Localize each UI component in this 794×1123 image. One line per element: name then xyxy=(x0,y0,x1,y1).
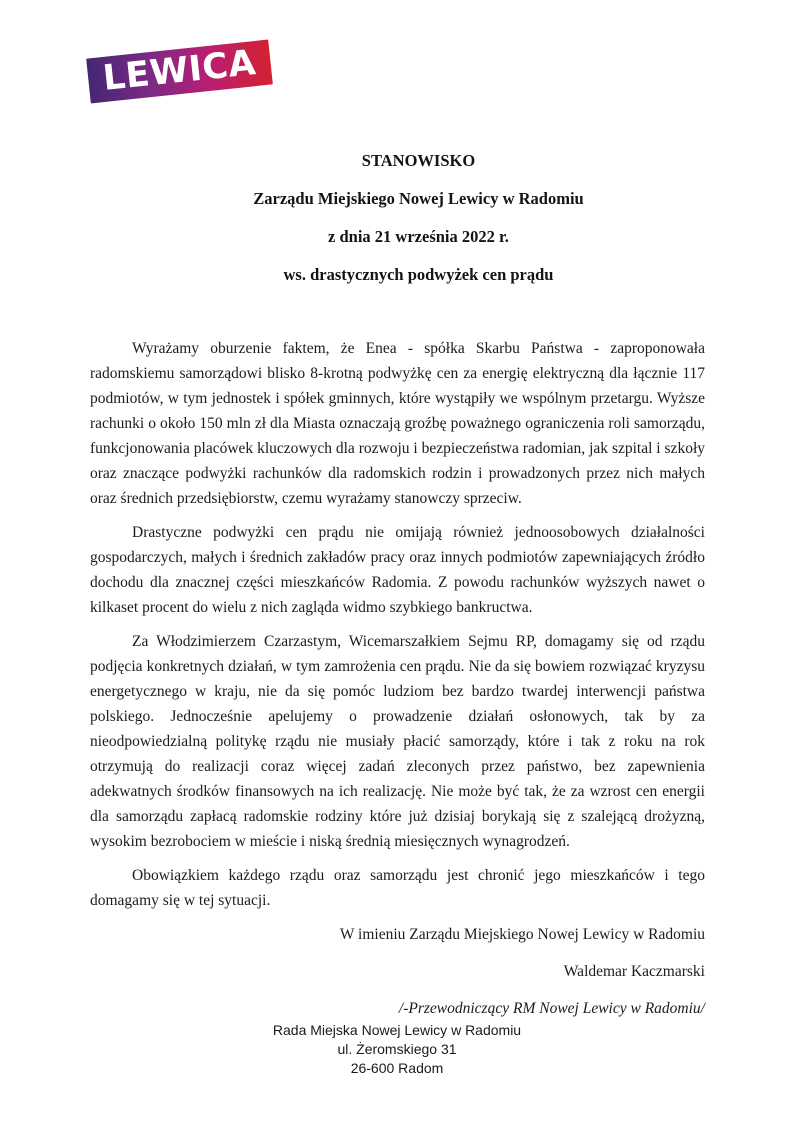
footer-street: ul. Żeromskiego 31 xyxy=(337,1041,457,1057)
lewica-logo xyxy=(86,40,273,104)
signature-block xyxy=(90,922,705,1021)
signature-name: Waldemar Kaczmarski xyxy=(563,963,705,980)
paragraph-3: Za Włodzimierzem Czarzastym, Wicemarszałkiem Sejmu RP, domagamy się od rządu podjęcia konkretnych działań, w tym zamrożenia cen prądu. Nie da się bowiem rozwiązać kryzysu energetycznego w kraju, nie da się pomóc ludziom bez bardzo twardej interwencji państwa polskiego. Jednocześnie apelujemy o prowadzenie działań osłonowych, tak by za nieodpowiedzialną politykę rządu nie musiały płacić samorządy, które i tak z roku na rok otrzymują do realizacji coraz więcej zadań zleconych przez państwo, bez zapewnienia adekwatnych środków finansowych na ich realizację. Nie może być tak, że za wzrost cen energii dla samorządu zapłacą radomskie rodziny które już dzisiaj borykają się z szalejącą drożyzną, wysokim bezrobociem w mieście i niską średnią miesięcznych wynagrodzeń. xyxy=(90,633,705,850)
document-headings xyxy=(90,142,705,294)
doc-subtitle-organization: Zarządu Miejskiego Nowej Lewicy w Radomiu xyxy=(253,189,584,208)
document-body xyxy=(90,336,705,1033)
doc-subtitle-date: z dnia 21 września 2022 r. xyxy=(328,227,509,246)
doc-title: STANOWISKO xyxy=(361,151,476,170)
paragraph-2: Drastyczne podwyżki cen prądu nie omijają również jednoosobowych działalności gospodarczych, małych i średnich zakładów pracy oraz innych podmiotów zapewniających źródło dochodu dla znacznej części mieszkańców Radomia. Z powodu rachunków wyższych nawet o kilkaset procent do wielu z nich zagląda widmo szybkiego bankructwa. xyxy=(90,524,705,616)
doc-subtitle-subject: ws. drastycznych podwyżek cen prądu xyxy=(283,265,554,284)
paragraph-1: Wyrażamy oburzenie faktem, że Enea - spółka Skarbu Państwa - zaproponowała radomskiemu samorządowi blisko 8-krotną podwyżkę cen za energię elektryczną dla łącznie 117 podmiotów, w tym jednostek i spółek gminnych, które wystąpiły we wspólnym przetargu. Wyższe rachunki o około 150 mln zł dla Miasta oznaczają groźbę poważnego ograniczenia roli samorządu, funkcjonowania placówek kluczowych dla rozwoju i bezpieczeństwa radomian, jak szpital i szkoły oraz znaczące podwyżki rachunków dla radomskich rodzin i prowadzonych przez nich małych oraz średnich przedsiębiorstw, czemu wyrażamy stanowczy sprzeciw. xyxy=(90,340,705,507)
footer-postal-city: 26-600 Radom xyxy=(350,1060,444,1076)
lewica-logo-text: LEWICA xyxy=(100,43,258,99)
signature-role: /-Przewodniczący RM Nowej Lewicy w Radomiu/ xyxy=(398,1000,705,1017)
footer-address xyxy=(0,1021,794,1078)
footer-organization: Rada Miejska Nowej Lewicy w Radomiu xyxy=(272,1022,522,1038)
signature-on-behalf: W imieniu Zarządu Miejskiego Nowej Lewicy w Radomiu xyxy=(339,926,705,943)
paragraph-4: Obowiązkiem każdego rządu oraz samorządu jest chronić jego mieszkańców i tego domagamy się w tej sytuacji. xyxy=(90,867,705,909)
